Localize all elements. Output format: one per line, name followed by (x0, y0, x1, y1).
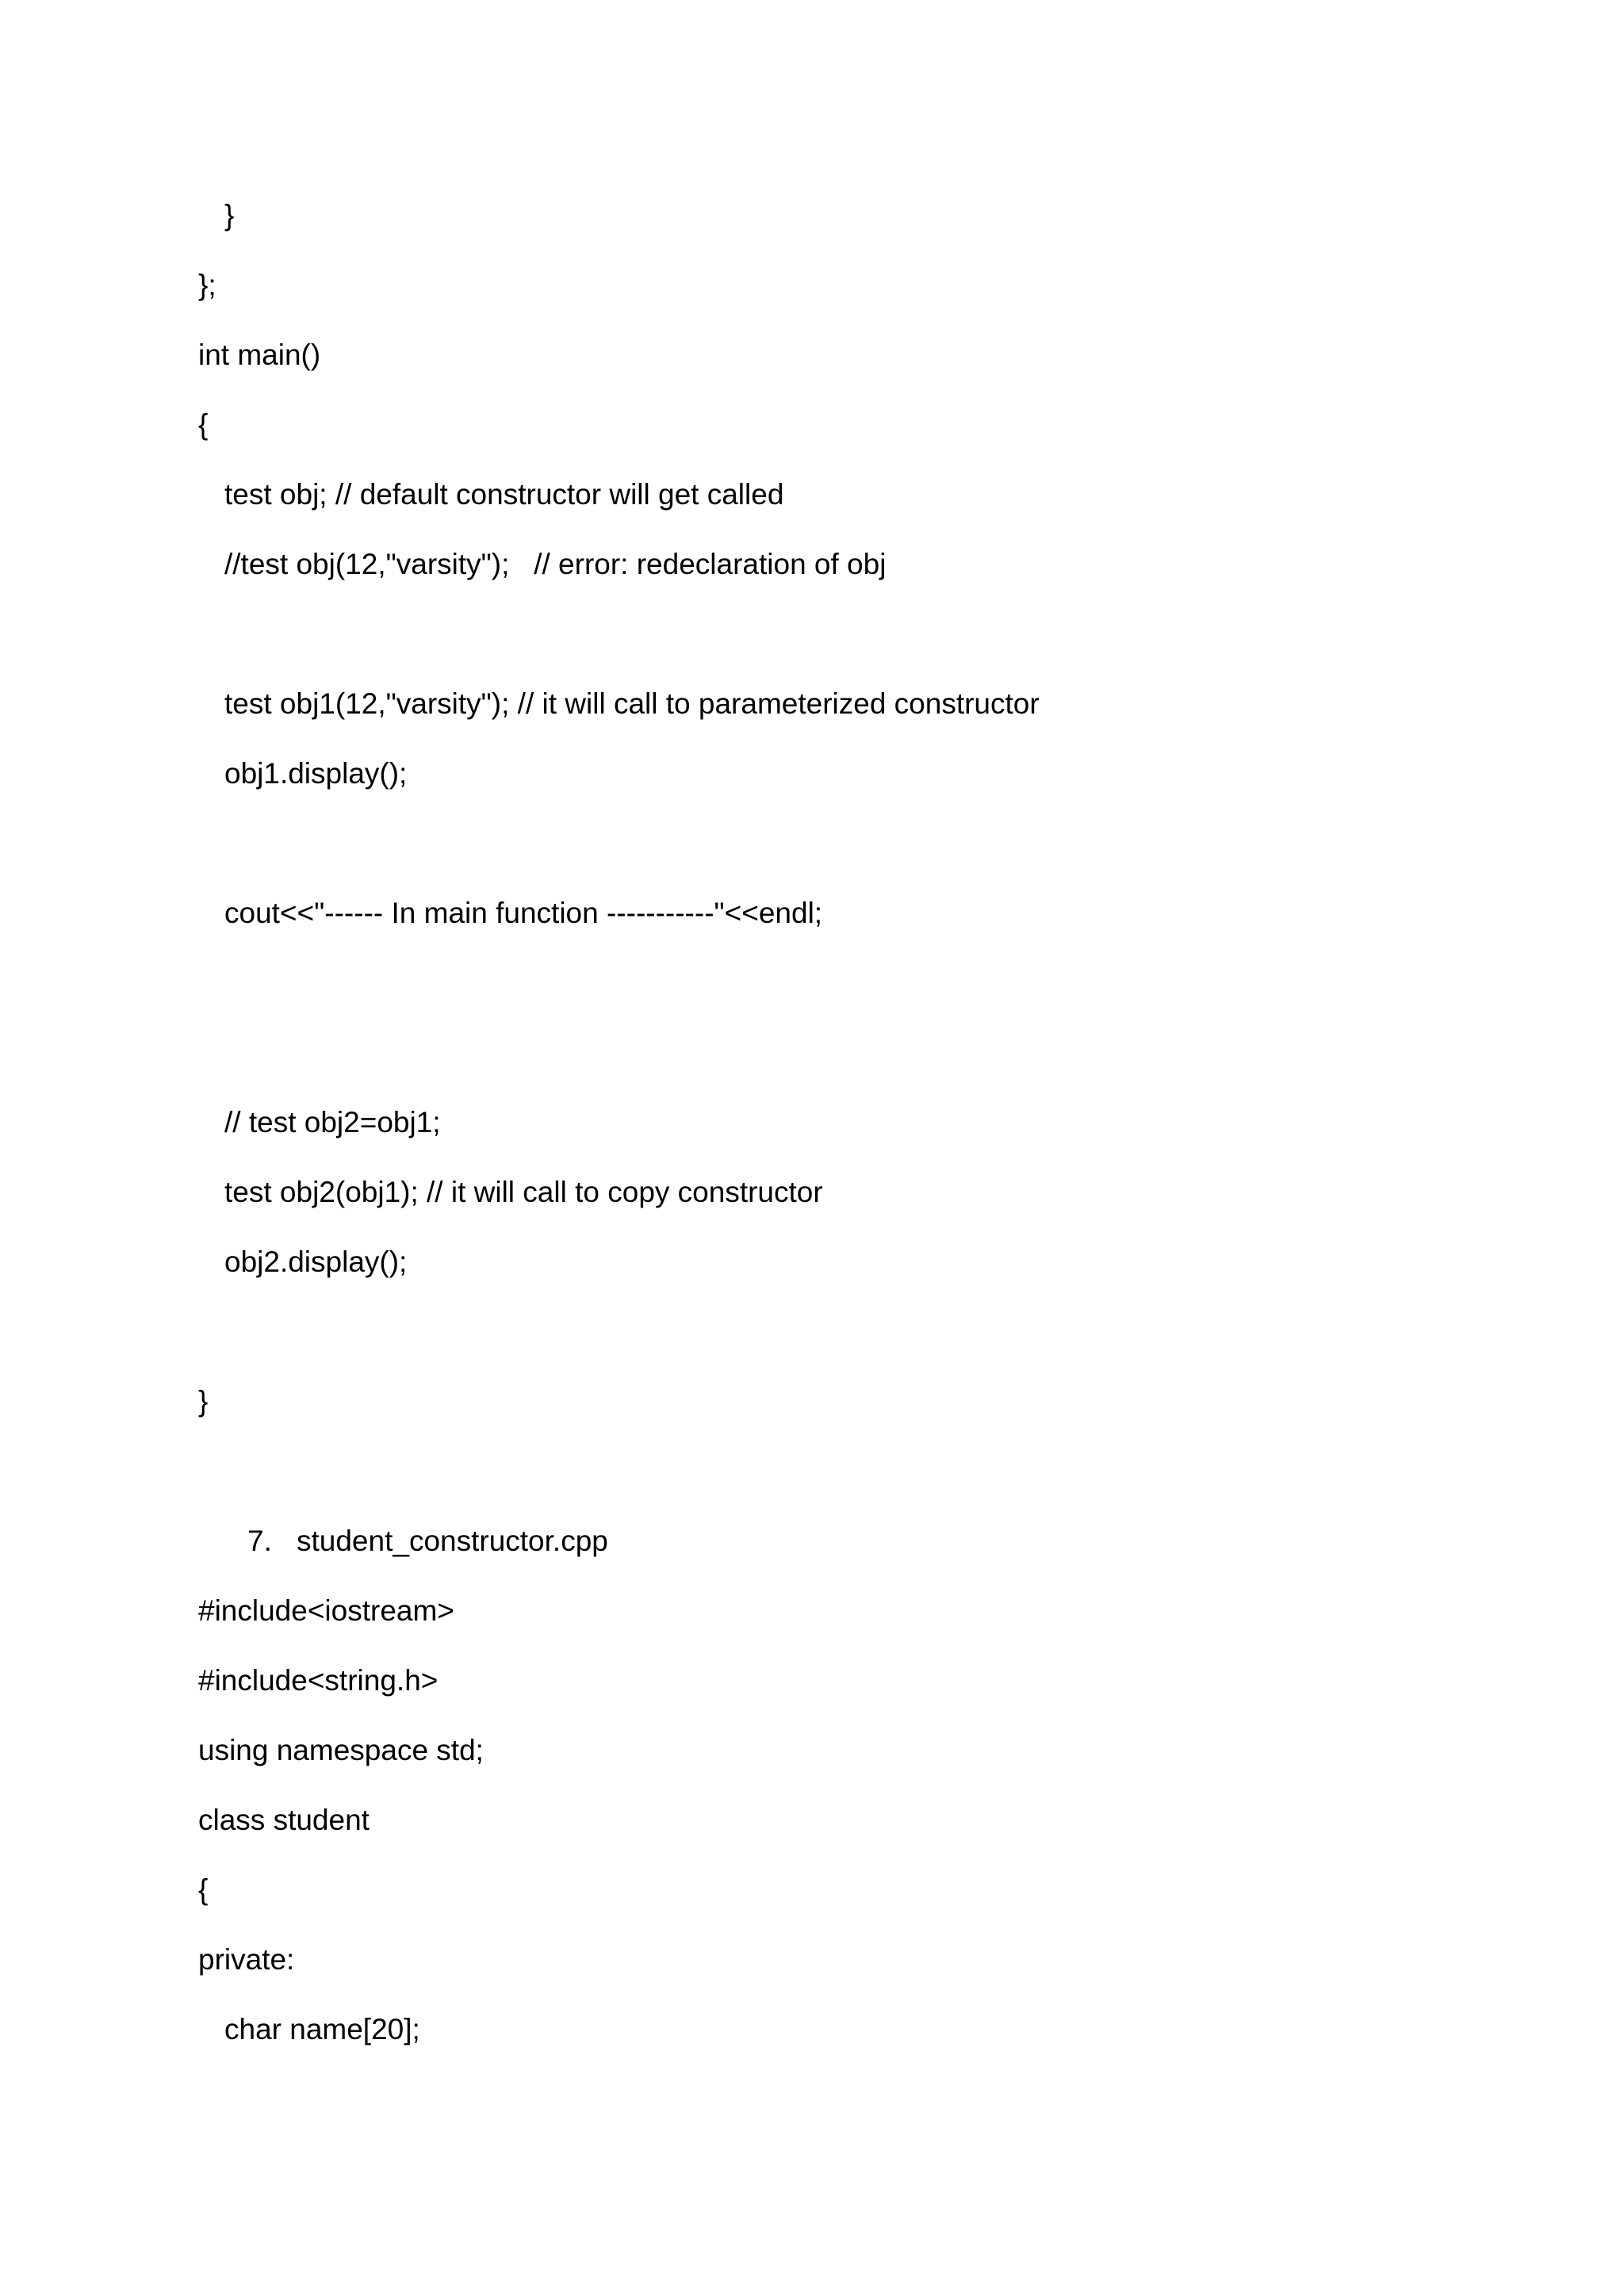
code-line: char name[20]; (224, 2013, 420, 2045)
code-line: class student (198, 1804, 370, 1836)
code-line: } (224, 199, 235, 232)
section-title: student_constructor.cpp (297, 1525, 608, 1557)
code-line: //test obj(12,"varsity"); // error: redeclaration of obj (224, 548, 887, 580)
code-line: obj2.display(); (224, 1246, 408, 1278)
code-line: test obj; // default constructor will get called (224, 478, 784, 511)
code-line: int main() (198, 339, 321, 371)
code-line: private: (198, 1943, 295, 1976)
code-line: using namespace std; (198, 1734, 484, 1766)
code-line: { (198, 408, 209, 441)
code-line: cout<<"------ In main function -----------"<<endl; (224, 897, 823, 929)
code-line: #include<iostream> (198, 1594, 454, 1627)
code-line: } (198, 1385, 209, 1418)
code-line: test obj1(12,"varsity"); // it will call to parameterized constructor (224, 687, 1040, 720)
code-line: }; (198, 269, 216, 301)
code-line: // test obj2=obj1; (224, 1106, 441, 1138)
code-line: test obj2(obj1); // it will call to copy constructor (224, 1176, 823, 1208)
code-line: { (198, 1873, 209, 1906)
code-line: obj1.display(); (224, 757, 408, 790)
section-number: 7. (247, 1525, 272, 1557)
code-line: #include<string.h> (198, 1664, 439, 1697)
